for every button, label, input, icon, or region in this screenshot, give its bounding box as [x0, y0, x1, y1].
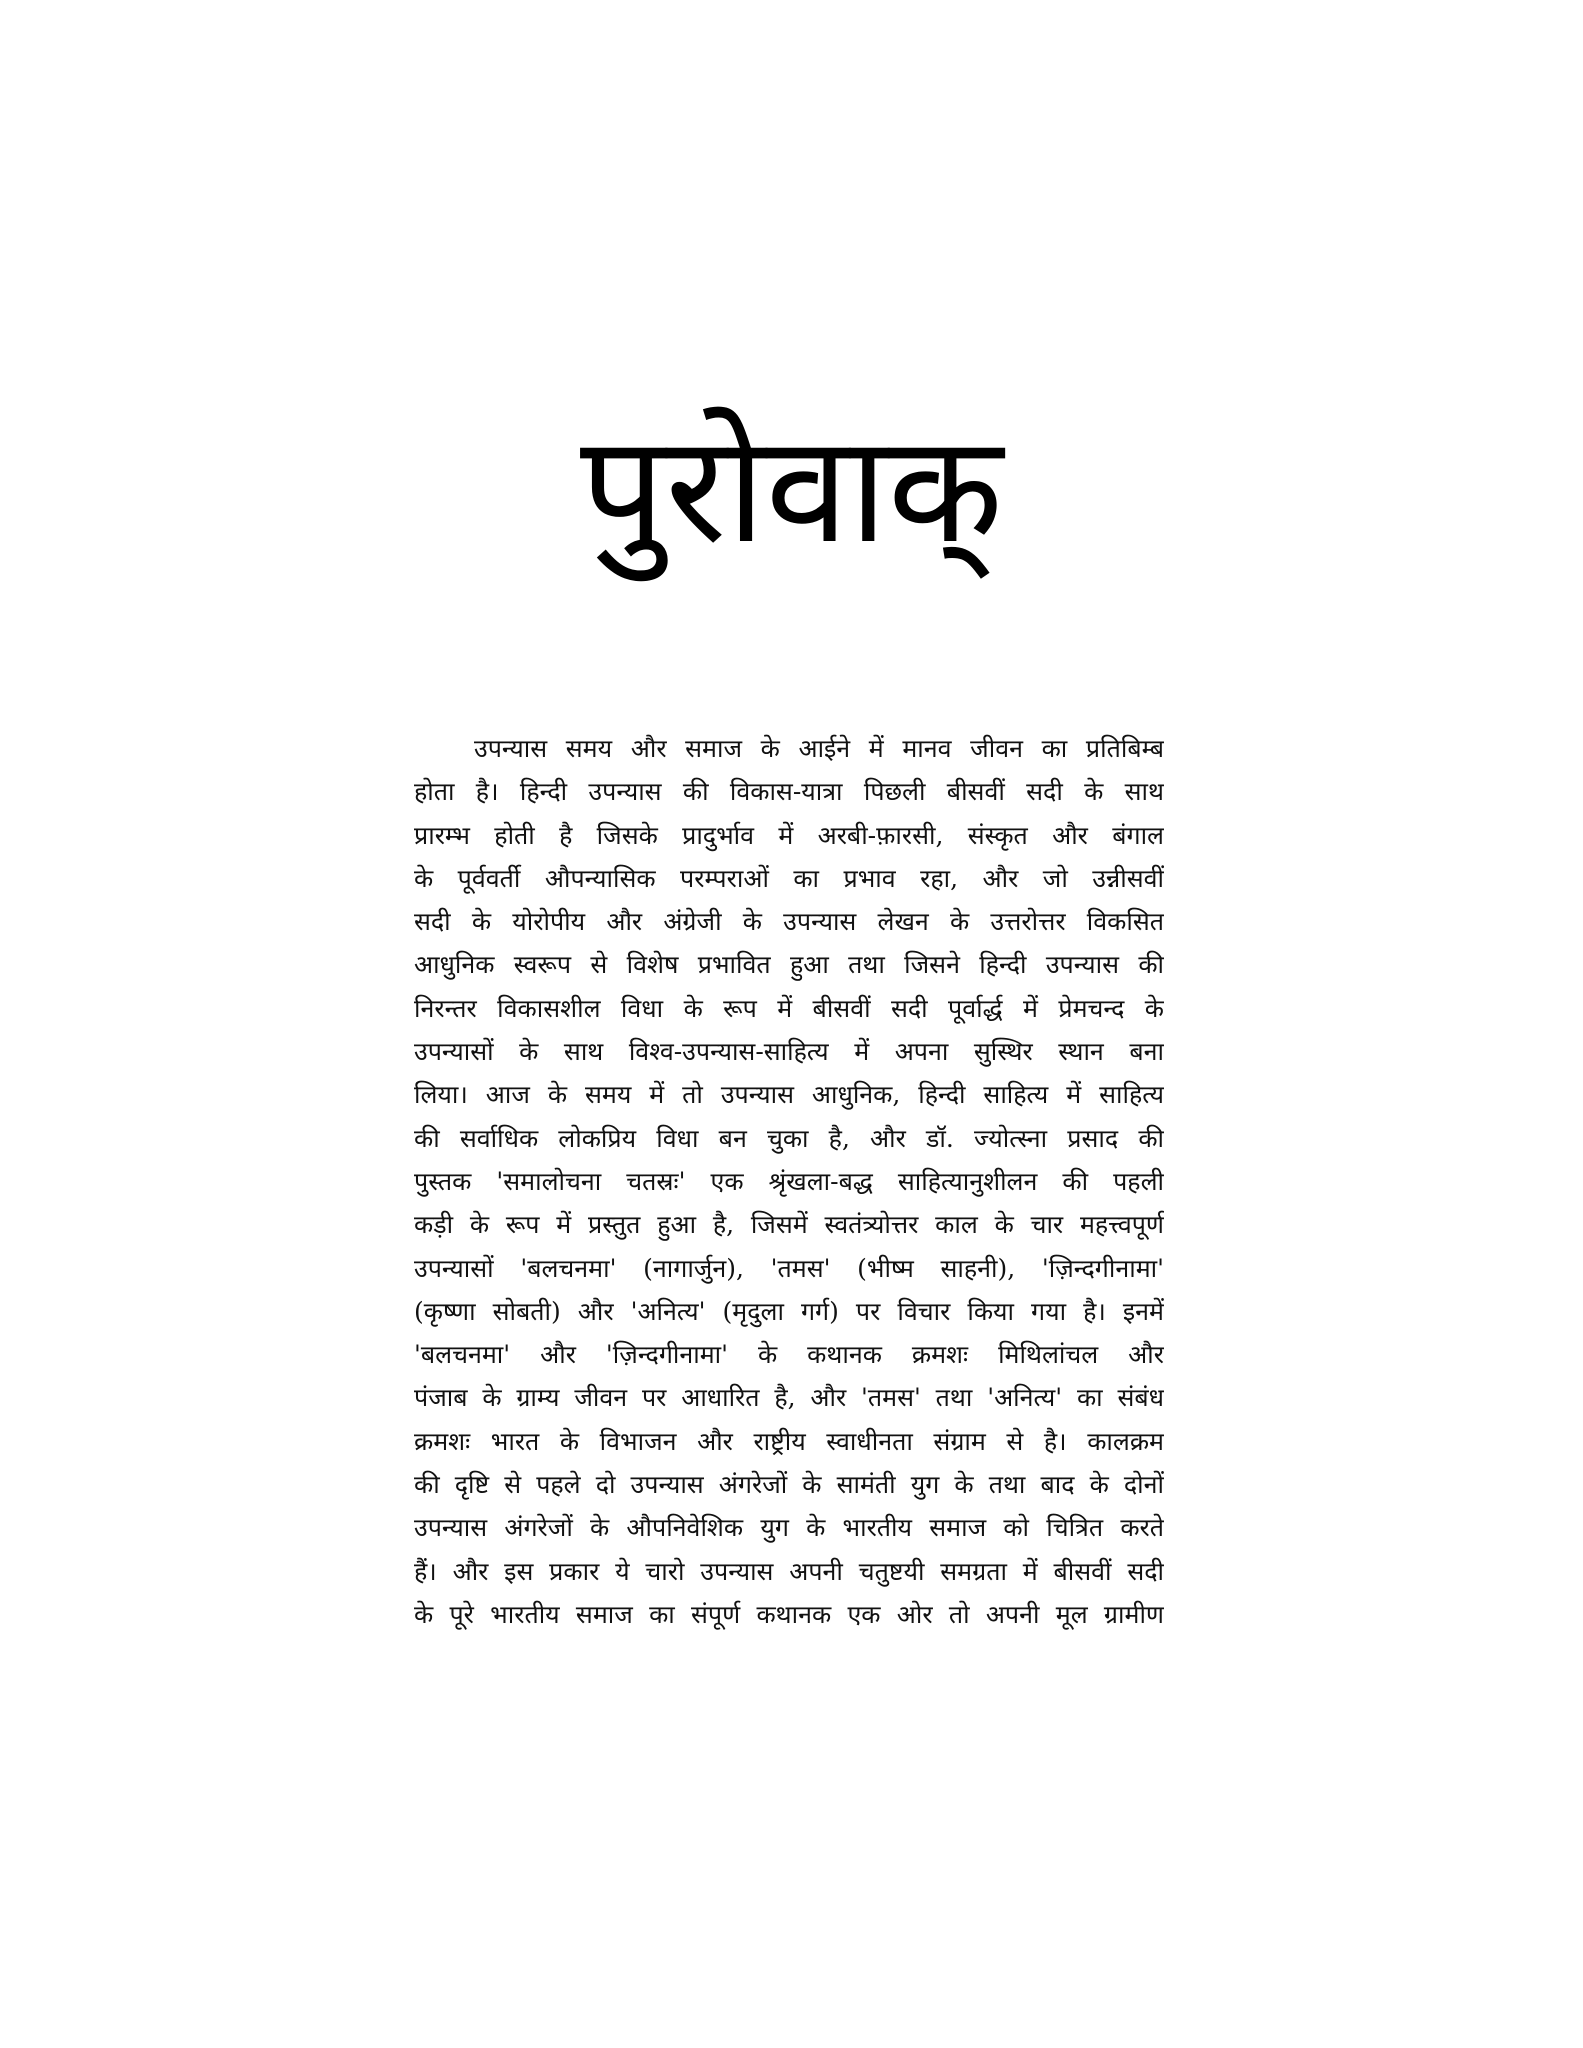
- text-line: होता है। हिन्दी उपन्यास की विकास-यात्रा पिछली बीसवीं सदी के साथ: [414, 777, 1164, 807]
- text-line: के पूरे भारतीय समाज का संपूर्ण कथानक एक ओर तो अपनी मूल ग्रामीण: [414, 1599, 1164, 1629]
- text-line: निरन्तर विकासशील विधा के रूप में बीसवीं सदी पूर्वार्द्ध में प्रेमचन्द के: [414, 993, 1164, 1023]
- text-line: पुस्तक 'समालोचना चतस्रः' एक श्रृंखला-बद्ध साहित्यानुशीलन की पहली: [414, 1166, 1164, 1196]
- text-line: हैं। और इस प्रकार ये चारो उपन्यास अपनी चतुष्टयी समग्रता में बीसवीं सदी: [414, 1556, 1164, 1586]
- text-line: उपन्यास समय और समाज के आईने में मानव जीवन का प्रतिबिम्ब: [474, 734, 1164, 763]
- text-line: उपन्यासों 'बलचनमा' (नागार्जुन), 'तमस' (भीष्म साहनी), 'ज़िन्दगीनामा': [414, 1253, 1164, 1283]
- text-line: उपन्यासों के साथ विश्व-उपन्यास-साहित्य में अपना सुस्थिर स्थान बना: [414, 1037, 1164, 1067]
- page-title: पुरोवाक्: [580, 403, 1003, 577]
- text-line: सदी के योरोपीय और अंग्रेजी के उपन्यास लेखन के उत्तरोत्तर विकसित: [414, 907, 1164, 937]
- text-line: के पूर्ववर्ती औपन्यासिक परम्पराओं का प्रभाव रहा, और जो उन्नीसवीं: [414, 863, 1164, 893]
- text-line: (कृष्णा सोबती) और 'अनित्य' (मृदुला गर्ग) पर विचार किया गया है। इनमें: [414, 1296, 1164, 1326]
- text-line: की सर्वाधिक लोकप्रिय विधा बन चुका है, और डॉ. ज्योत्स्ना प्रसाद की: [414, 1123, 1164, 1153]
- text-line: लिया। आज के समय में तो उपन्यास आधुनिक, हिन्दी साहित्य में साहित्य: [414, 1080, 1164, 1110]
- body-paragraph: [414, 727, 1164, 1636]
- text-line: क्रमशः भारत के विभाजन और राष्ट्रीय स्वाधीनता संग्राम से है। कालक्रम: [414, 1426, 1164, 1456]
- text-line: कड़ी के रूप में प्रस्तुत हुआ है, जिसमें स्वतंत्र्योत्तर काल के चार महत्त्वपूर्ण: [414, 1210, 1164, 1240]
- text-line: 'बलचनमा' और 'ज़िन्दगीनामा' के कथानक क्रमशः मिथिलांचल और: [414, 1340, 1164, 1370]
- text-line: पंजाब के ग्राम्य जीवन पर आधारित है, और 'तमस' तथा 'अनित्य' का संबंध: [414, 1383, 1164, 1413]
- text-line: प्रारम्भ होती है जिसके प्रादुर्भाव में अरबी-फ़ारसी, संस्कृत और बंगाल: [414, 820, 1164, 850]
- text-line: की दृष्टि से पहले दो उपन्यास अंगरेजों के सामंती युग के तथा बाद के दोनों: [414, 1470, 1164, 1500]
- text-line: आधुनिक स्वरूप से विशेष प्रभावित हुआ तथा जिसने हिन्दी उपन्यास की: [414, 950, 1164, 980]
- text-line: उपन्यास अंगरेजों के औपनिवेशिक युग के भारतीय समाज को चित्रित करते: [414, 1513, 1164, 1543]
